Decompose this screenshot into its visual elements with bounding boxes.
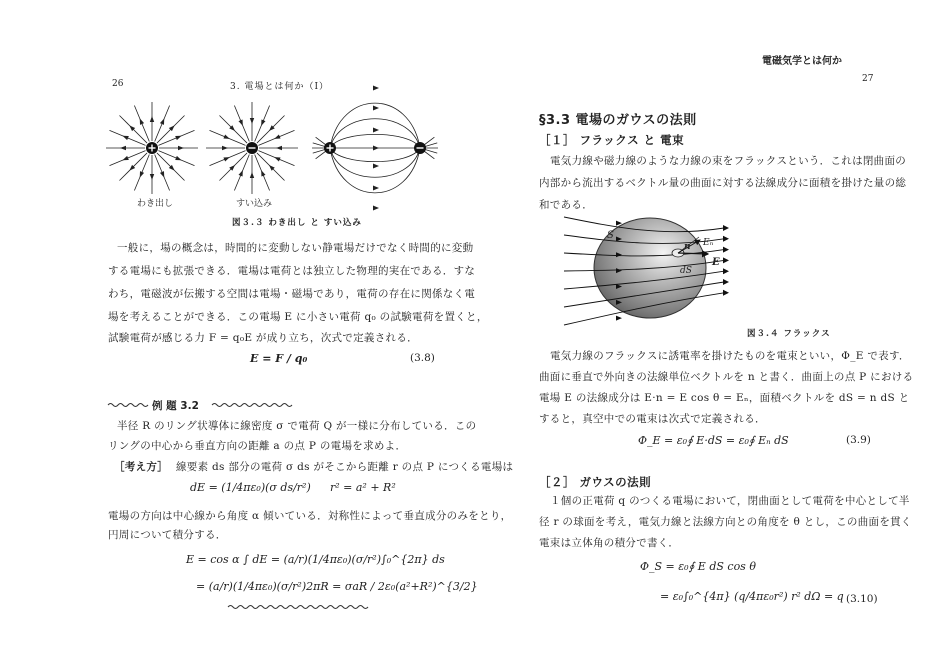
field-arrow	[274, 157, 280, 161]
field-arrow	[222, 146, 228, 150]
paragraph-line: 電場の方向は中心線から角度 α 傾いている．対称性によって垂直成分のみをとり，	[108, 510, 512, 522]
field-line	[330, 148, 420, 162]
flux-arrow	[616, 316, 622, 321]
field-line	[330, 103, 420, 148]
field-line	[330, 119, 420, 148]
running-head-right: 電磁気学とは何か	[762, 56, 842, 67]
paragraph-line: １個の正電荷 q のつくる電場において，閉曲面として電荷を中心として半	[550, 495, 910, 507]
field-arrow	[238, 119, 242, 125]
subsection-title-2: ［２］ ガウスの法則	[539, 475, 652, 489]
example-title: 例 題 3.2	[152, 400, 199, 412]
field-arrow	[160, 171, 164, 177]
field-arrow	[238, 170, 242, 176]
paragraph-line: 和である．	[539, 199, 593, 211]
field-arrow	[175, 156, 181, 160]
source-field-diagram	[106, 102, 198, 194]
sink-field-diagram	[206, 102, 298, 194]
label-S: S	[607, 230, 614, 241]
dipole-field-diagram	[312, 86, 438, 211]
field-arrow	[120, 146, 126, 150]
equation-number-3-9: (3.9)	[846, 434, 871, 446]
equation-gauss-1: Φ_S = ε₀∮ E dS cos θ	[640, 560, 756, 573]
paragraph-line: 曲面に垂直で外向きの法線単位ベクトルを n と書く．曲面上の点 P における	[539, 371, 914, 383]
field-arrow	[373, 164, 379, 169]
flux-arrow	[723, 236, 729, 242]
paragraph-line: 円周について積分する．	[108, 529, 227, 541]
paragraph-line: 電束は立体角の積分で書く．	[539, 537, 680, 549]
field-arrow	[373, 146, 379, 151]
right-page	[472, 0, 945, 661]
paragraph-line: 内部から流出するベクトル量の曲面に対する法線成分に面積を掛けた量の総	[539, 177, 907, 189]
field-arrow	[250, 172, 254, 178]
wave-ornament-icon	[212, 402, 292, 408]
paragraph-line: 場を考えることができる．この電場 E に小さい電荷 q₀ の試験電荷を置くと，	[108, 311, 488, 323]
equation-3-8: E = F / q₀	[250, 352, 308, 365]
flux-arrow	[723, 290, 729, 296]
paragraph-line: する電場にも拡張できる．電場は電荷とは独立した物理的実在である．すな	[108, 265, 476, 277]
equation-number-3-8: (3.8)	[410, 352, 435, 364]
field-line	[330, 148, 420, 177]
label-dS: dS	[680, 266, 692, 276]
field-arrow	[373, 106, 379, 111]
field-arrow	[250, 118, 254, 124]
figure-3-4-flux-sphere	[472, 0, 945, 340]
field-arrow	[373, 128, 379, 133]
field-arrow	[122, 156, 128, 160]
field-arrow	[175, 136, 181, 140]
paragraph-line: 電場 E の法線成分は E·n = E cos θ = Eₙ，面積ベクトルを dS = n dS と	[539, 392, 910, 404]
field-line	[330, 148, 420, 193]
field-arrow	[223, 157, 229, 161]
field-line	[330, 134, 420, 148]
paragraph-line: 径 r の球面を考え，電気力線と法線方向との角度を θ とし，この曲面を貫く	[539, 516, 912, 528]
paragraph-line: すると，真空中での電束は次式で定義される．	[539, 413, 766, 425]
field-arrow	[223, 134, 229, 138]
paragraph-line: わち，電磁波が伝搬する空間は電場・磁場であり，電荷の存在に関係なく電	[108, 288, 476, 300]
field-arrow	[178, 146, 184, 150]
page-number-left: 26	[112, 79, 124, 89]
label-source: わき出し	[137, 199, 174, 209]
paragraph-line: 試験電荷が感じる力 F = q₀E が成り立ち，次式で定義される．	[108, 332, 418, 344]
example-text: 半径 R のリング状導体に線密度 σ で電荷 Q が一様に分布している．この	[117, 420, 477, 432]
example-text: リングの中心から垂直方向の距離 a の点 P の電場を求めよ．	[108, 440, 407, 452]
paragraph-line: 一般に，場の概念は，時間的に変動しない静電場だけでなく時間的に変動	[117, 242, 474, 254]
wave-ornament-icon	[228, 604, 368, 610]
figure-caption-3-3: 図３.３ わき出し と すい込み	[232, 218, 362, 228]
answer-label: ［考え方］	[114, 461, 168, 473]
equation-dE: dE = (1/4πε₀)(σ ds/r²)	[190, 481, 311, 494]
running-head-left: 3. 電場とは何か（Ⅰ）	[230, 82, 330, 92]
field-arrow	[150, 116, 154, 122]
wave-ornament-icon	[108, 402, 148, 408]
answer-text: 線要素 ds 部分の電荷 σ ds がそこから距離 r の点 P につくる電場は	[176, 461, 514, 473]
label-E: E	[712, 257, 720, 268]
field-arrow	[160, 118, 164, 124]
field-arrow	[274, 134, 280, 138]
equation-gauss-2: = ε₀∫₀^{4π} (q/4πε₀r²) r² dΩ = q	[660, 590, 844, 603]
label-sink: すい込み	[236, 199, 273, 209]
paragraph-line: 電気力線のフラックスに誘電率を掛けたものを電束といい，Φ_E で表す．	[550, 350, 910, 362]
section-title: §3.3 電場のガウスの法則	[539, 113, 697, 128]
equation-3-9: Φ_E = ε₀∮ E·dS = ε₀∮ Eₙ dS	[638, 434, 789, 447]
flux-arrow	[723, 257, 729, 263]
field-arrow	[373, 86, 379, 91]
equation-integral-2: = (a/r)(1/4πε₀)(σ/r²)2πR = σaR / 2ε₀(a²+R²)^{3/2}	[196, 580, 478, 593]
field-arrow	[261, 170, 265, 176]
equation-integral-1: E = cos α ∫ dE = (a/r)(1/4πε₀)(σ/r²)∫₀^{2π} ds	[186, 553, 445, 566]
subsection-title-1: ［１］ フラックス と 電束	[539, 133, 685, 147]
paragraph-line: 電気力線や磁力線のような力線の束をフラックスという．これは閉曲面の	[550, 155, 907, 167]
field-arrow	[276, 146, 282, 150]
field-arrow	[373, 186, 379, 191]
field-arrow	[150, 174, 154, 180]
field-arrow	[122, 136, 128, 140]
flux-arrow	[723, 268, 729, 274]
flux-arrow	[723, 225, 729, 231]
field-arrow	[373, 206, 379, 211]
label-En: Eₙ	[703, 238, 714, 248]
figure-caption-3-4: 図３.４ フラックス	[747, 329, 831, 339]
field-arrow	[140, 118, 144, 124]
field-arrow	[140, 171, 144, 177]
page-number-right: 27	[862, 74, 874, 84]
label-n: n	[684, 242, 691, 252]
equation-r: r² = a² + R²	[330, 481, 396, 494]
flux-arrow	[723, 247, 729, 253]
flux-arrow	[723, 279, 729, 285]
equation-number-3-10: (3.10)	[846, 593, 878, 605]
field-arrow	[261, 119, 265, 125]
